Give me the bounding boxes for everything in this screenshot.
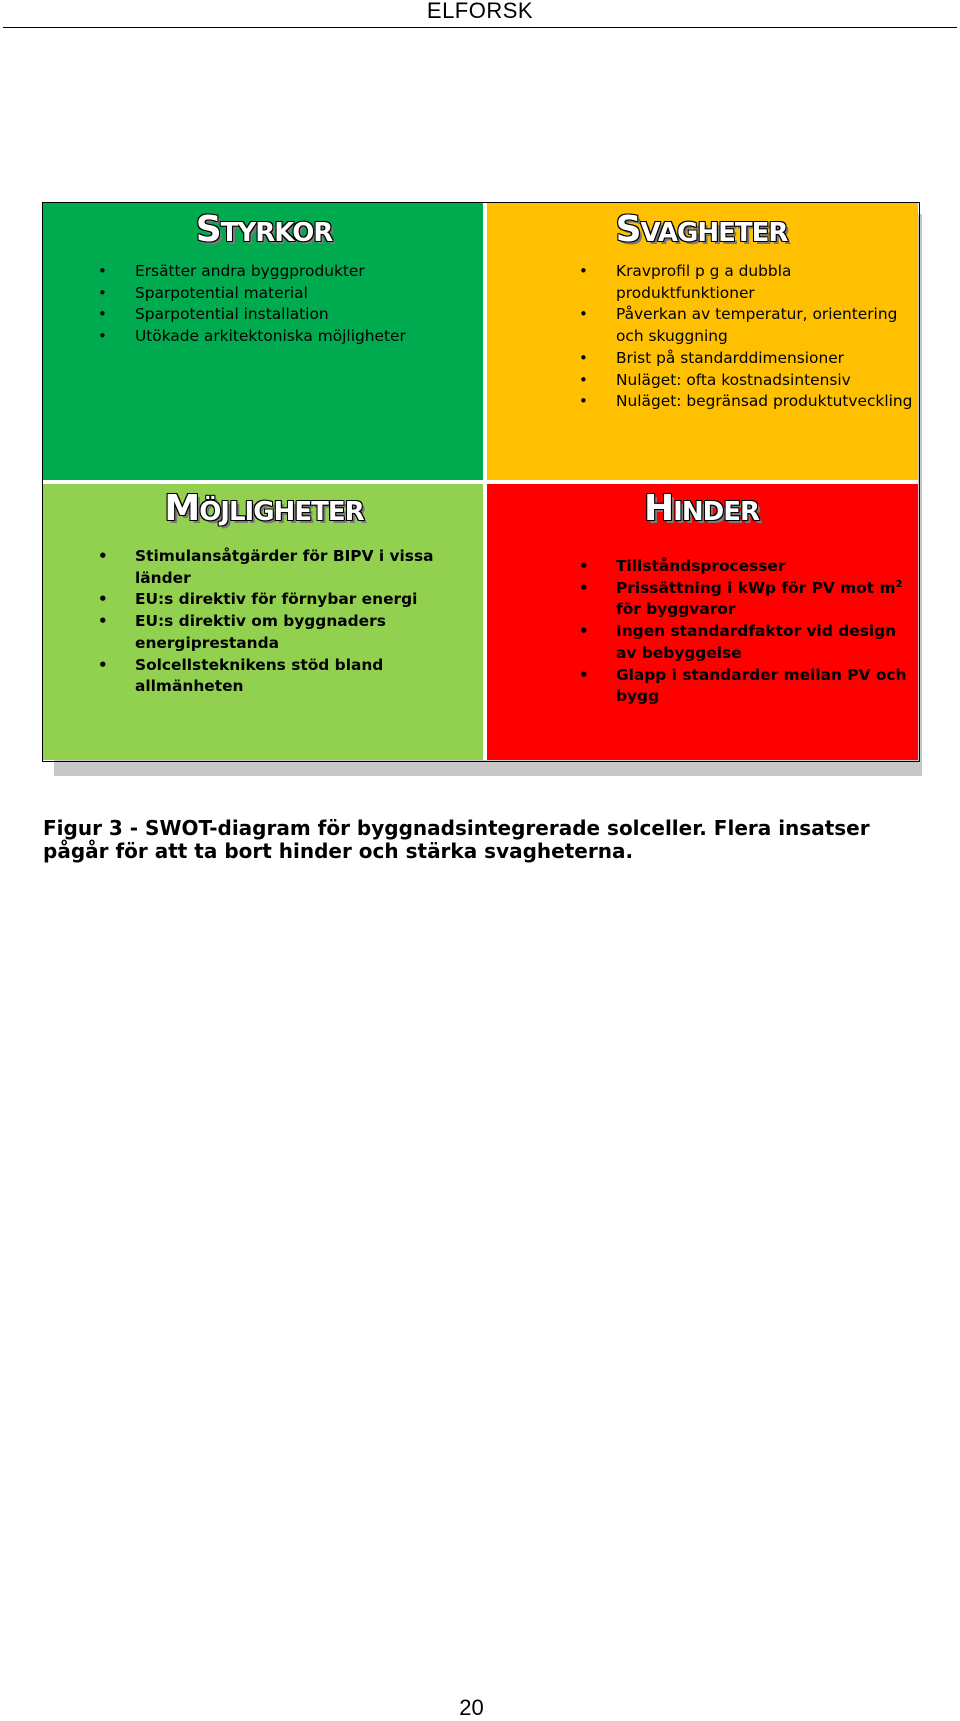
opportunities-title-initial: M [164, 488, 200, 529]
strengths-item: • Sparpotential material [135, 283, 406, 305]
threats-item: • Ingen standardfaktor vid design av bebyggelse [616, 621, 916, 664]
strengths-title [43, 209, 485, 250]
weaknesses-item: • Brist på standarddimensioner [616, 348, 916, 370]
weaknesses-title [485, 209, 918, 250]
opportunities-item: • EU:s direktiv för förnybar energi [135, 589, 455, 611]
opportunities-item: • Stimulansåtgärder för BIPV i vissa länder [135, 546, 445, 589]
weaknesses-item: • Nuläget: ofta kostnadsintensiv [616, 370, 916, 392]
opportunities-title-rest: ÖJLIGHETER [199, 497, 364, 527]
weaknesses-item: • Påverkan av temperatur, orientering och skuggning [616, 304, 916, 347]
weaknesses-item: • Kravprofil p g a dubbla produktfunktioner [616, 261, 816, 304]
opportunities-item: • Solcellsteknikens stöd bland allmänheten [135, 655, 415, 698]
threats-item-suffix: för byggvaror [616, 600, 736, 619]
figure-caption: Figur 3 - SWOT-diagram för byggnadsintegrerade solceller. Flera insatser pågår för att ta bort hinder och stärka svagheterna. [43, 816, 870, 863]
header-rule [3, 27, 957, 28]
threats-item-text: Prissättning i kWp för PV mot m [616, 578, 896, 597]
threats-title-initial: H [644, 488, 674, 529]
page-number: 20 [459, 1695, 484, 1720]
strengths-item: • Utökade arkitektoniska möjligheter [135, 326, 406, 348]
swot-opportunities-quadrant [43, 482, 485, 760]
strengths-item: • Sparpotential installation [135, 304, 406, 326]
swot-diagram [42, 202, 920, 762]
threats-item [616, 578, 916, 621]
threats-item: • Glapp i standarder mellan PV och bygg [616, 665, 916, 708]
strengths-title-initial: S [195, 209, 221, 250]
swot-threats-quadrant [485, 482, 918, 760]
threats-item-superscript: 2 [895, 578, 903, 590]
swot-weaknesses-quadrant [485, 203, 918, 482]
threats-item: • Tillståndsprocesser [616, 556, 916, 578]
threats-title-rest: INDER [673, 497, 759, 527]
weaknesses-item: • Nuläget: begränsad produktutveckling [616, 391, 916, 413]
swot-strengths-quadrant [43, 203, 485, 482]
opportunities-list [135, 546, 455, 698]
weaknesses-title-initial: S [615, 209, 641, 250]
weaknesses-title-rest: VAGHETER [640, 218, 788, 248]
strengths-list [135, 261, 406, 348]
threats-title [485, 488, 918, 529]
swot-divider-horizontal [43, 480, 918, 484]
strengths-title-rest: TYRKOR [220, 218, 333, 248]
threats-list [616, 556, 916, 708]
opportunities-title [43, 488, 485, 529]
page-header: ELFORSK [426, 0, 534, 23]
weaknesses-list [616, 261, 916, 413]
opportunities-item: • EU:s direktiv om byggnaders energiprestanda [135, 611, 395, 654]
strengths-item: • Ersätter andra byggprodukter [135, 261, 406, 283]
